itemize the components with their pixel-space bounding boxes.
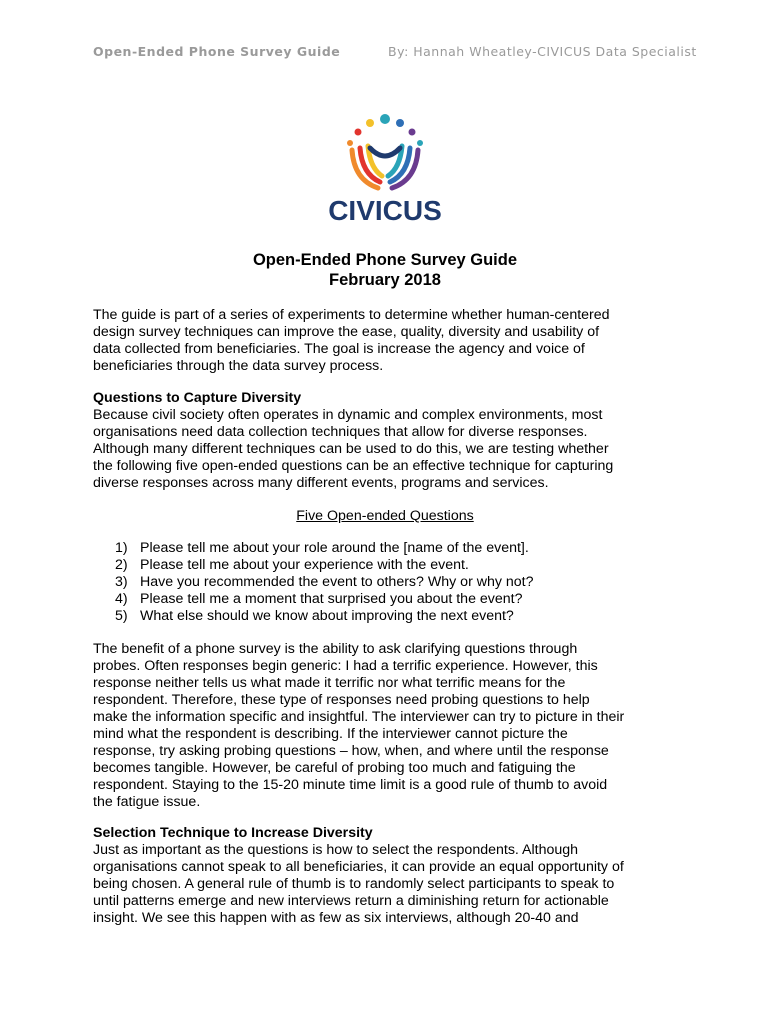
section-line: diverse responses across many different events, programs and services. [93, 475, 549, 491]
questions-heading: Five Open-ended Questions [296, 508, 474, 524]
list-item [115, 608, 534, 625]
probes-line: respondent. Therefore, these type of responses need probing questions to help [93, 692, 590, 708]
civicus-logo-graphic [318, 108, 452, 228]
logo-dot-right-1 [396, 119, 404, 127]
probes-paragraph [93, 641, 683, 811]
section-line: until patterns emerge and new interviews return a diminishing return for actionable [93, 893, 609, 909]
intro-line: data collected from beneficiaries. The goal is increase the agency and voice of [93, 341, 585, 357]
intro-line: beneficiaries through the data survey process. [93, 358, 384, 374]
logo-dot-top [380, 114, 390, 124]
doc-date: February 2018 [329, 271, 441, 289]
section-line: insight. We see this happen with as few as six interviews, although 20-40 and [93, 910, 579, 926]
list-item [115, 557, 534, 574]
section-line: Because civil society often operates in dynamic and complex environments, most [93, 407, 603, 423]
questions-list [115, 540, 534, 625]
section-line: the following five open-ended questions can be an effective technique for capturing [93, 458, 614, 474]
section-heading: Questions to Capture Diversity [93, 390, 302, 406]
intro-line: The guide is part of a series of experiments to determine whether human-centered [93, 307, 610, 323]
list-text: Please tell me about your role around the [name of the event]. [140, 540, 529, 556]
logo-dot-right-2 [409, 129, 416, 136]
list-number: 2) [115, 557, 128, 573]
intro-line: design survey techniques can improve the ease, quality, diversity and usability of [93, 324, 600, 340]
list-number: 1) [115, 540, 128, 556]
list-number: 5) [115, 608, 128, 624]
section-diversity [93, 390, 683, 492]
probes-line: response neither tells us what made it terrific nor what terrific means for the [93, 675, 566, 691]
logo-dot-left-3 [347, 140, 353, 146]
header-doc-title: Open-Ended Phone Survey Guide [93, 44, 341, 59]
probes-line: The benefit of a phone survey is the ability to ask clarifying questions through [93, 641, 578, 657]
list-number: 4) [115, 591, 128, 607]
section-heading: Selection Technique to Increase Diversity [93, 825, 373, 841]
intro-paragraph [93, 307, 683, 375]
header-author: By: Hannah Wheatley-CIVICUS Data Specialist [388, 44, 697, 59]
list-item [115, 574, 534, 591]
probes-line: response, try asking probing questions – how, when, and where until the response [93, 743, 609, 759]
list-text: Have you recommended the event to others? Why or why not? [140, 574, 534, 590]
civicus-logo [318, 108, 452, 228]
section-line: Just as important as the questions is how to select the respondents. Although [93, 842, 579, 858]
list-item [115, 591, 534, 608]
probes-line: mind what the respondent is describing. If the interviewer cannot picture the [93, 726, 568, 742]
logo-wordmark: CIVICUS [328, 195, 442, 226]
list-text: Please tell me about your experience with the event. [140, 557, 469, 573]
section-line: organisations need data collection techniques that allow for diverse responses. [93, 424, 588, 440]
probes-line: becomes tangible. However, be careful of probing too much and fatiguing the [93, 760, 576, 776]
logo-dot-left-1 [366, 119, 374, 127]
list-text: Please tell me a moment that surprised you about the event? [140, 591, 523, 607]
probes-line: the fatigue issue. [93, 794, 201, 810]
section-line: organisations cannot speak to all beneficiaries, it can provide an equal opportunity of [93, 859, 624, 875]
doc-title: Open-Ended Phone Survey Guide [252, 251, 518, 269]
section-selection [93, 825, 683, 927]
list-number: 3) [115, 574, 128, 590]
list-item [115, 540, 534, 557]
logo-dot-left-2 [355, 129, 362, 136]
probes-line: make the information specific and insightful. The interviewer can try to picture in their [93, 709, 625, 725]
list-text: What else should we know about improving the next event? [140, 608, 514, 624]
section-line: Although many different techniques can be used to do this, we are testing whether [93, 441, 609, 457]
section-line: being chosen. A general rule of thumb is to randomly select participants to speak to [93, 876, 615, 892]
probes-line: probes. Often responses begin generic: I had a terrific experience. However, this [93, 658, 598, 674]
probes-line: respondent. Staying to the 15-20 minute time limit is a good rule of thumb to avoid [93, 777, 608, 793]
logo-dot-right-3 [417, 140, 423, 146]
